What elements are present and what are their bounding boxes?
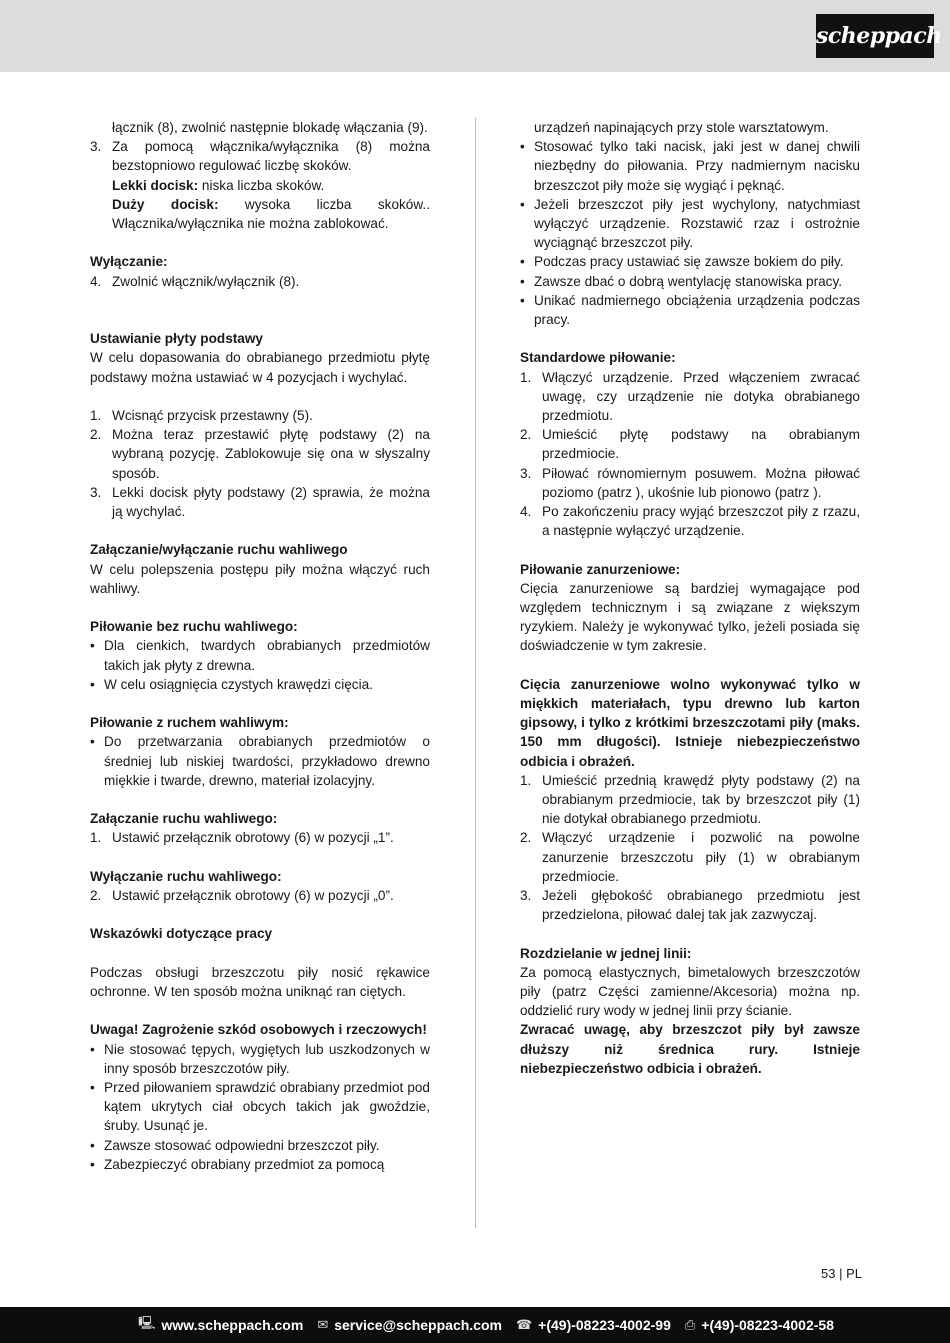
list-item: 3. Za pomocą włącznika/wyłącznika (8) można bezstopniowo regulować liczbę skoków. Lekki docisk: niska liczba skoków. Duży docisk: wysoka liczba skoków.. Włącznika/wyłącznika nie można zablokować.: [90, 139, 430, 232]
scheppach-logo: scheppach: [816, 14, 934, 58]
left-column: [90, 118, 430, 1174]
numbered-list: [520, 368, 860, 541]
bullet-icon: •: [90, 638, 95, 654]
page-number: 53 | PL: [821, 1266, 862, 1281]
list-item: 3. Lekki docisk płyty podstawy (2) sprawia, że można ją wychylać.: [90, 484, 430, 520]
fax-icon: ⎙: [684, 1317, 696, 1332]
bullet-item: • Podczas pracy ustawiać się zawsze bokiem do piły.: [520, 252, 860, 271]
bullet-item: • Do przetwarzania obrabianych przedmiotów o średniej lub niskiej twardości, przykładowo drewno miękkie i twarde, drewno, materiał izolacyjny.: [90, 732, 430, 790]
column-divider: [475, 118, 476, 1228]
paragraph: Podczas obsługi brzeszczotu piły nosić rękawice ochronne. W ten sposób można uniknąć ran ciętych.: [90, 964, 430, 999]
website-link[interactable]: 🖳 www.scheppach.com: [138, 1314, 303, 1336]
list-item: 1. Ustawić przełącznik obrotowy (6) w pozycji „1”.: [90, 830, 394, 846]
bullet-icon: •: [90, 1079, 95, 1095]
section-heading: Wskazówki dotyczące pracy: [90, 926, 273, 942]
list-item: 2. Ustawić przełącznik obrotowy (6) w pozycji „0”.: [90, 888, 394, 903]
bullet-list: [90, 732, 430, 790]
bullet-icon: •: [90, 1041, 95, 1057]
list-item: 1. Umieścić przednią krawędź płyty podstawy (2) na obrabianym przedmiocie, tak by brzeszczot piły (1) nie dotykał obrabianego przedmiotu.: [520, 772, 860, 827]
list-item: 2. Włączyć urządzenie i pozwolić na powolne zanurzenie brzeszczotu piły (1) w obrabianym przedmiocie.: [520, 830, 860, 884]
section-heading: Rozdzielanie w jednej linii:: [520, 945, 692, 961]
section-heading: Wyłączanie:: [90, 254, 168, 270]
list-item: 4. Po zakończeniu pracy wyjąć brzeszczot piły z rzazu, a następnie wyłączyć urządzenie.: [520, 504, 860, 539]
numbered-list: [90, 406, 430, 521]
paragraph: Za pomocą elastycznych, bimetalowych brzeszczotów piły (patrz Części zamienne/Akcesoria) można np. oddzielić rury wody w jednej linii przy ścianie.: [520, 964, 860, 1019]
paragraph: W celu polepszenia postępu piły można włączyć ruch wahliwy.: [90, 561, 430, 596]
list-item: 2. Umieścić płytę podstawy na obrabianym przedmiocie.: [520, 427, 860, 462]
bullet-icon: •: [520, 273, 525, 289]
bullet-icon: •: [90, 734, 95, 750]
continued-text: łącznik (8), zwolnić następnie blokadę włączania (9).: [112, 120, 428, 135]
computer-icon: 🖳: [138, 1315, 156, 1330]
list-item: 1. Włączyć urządzenie. Przed włączeniem zwracać uwagę, czy urządzenie nie dotyka obrabianego przedmiotu.: [520, 369, 860, 424]
list-item: 3. Jeżeli głębokość obrabianego przedmiotu jest przedzielona, piłować dalej tak jak zazwyczaj.: [520, 888, 860, 923]
section-heading: Załączanie ruchu wahliwego:: [90, 811, 278, 827]
bullet-item: • Nie stosować tępych, wygiętych lub uszkodzonych w inny sposób brzeszczotów piły.: [90, 1040, 430, 1078]
page-header-bar: [0, 0, 950, 72]
page-footer: [0, 1307, 950, 1343]
right-column: [520, 118, 860, 1078]
bullet-item: • Stosować tylko taki nacisk, jaki jest w danej chwili niezbędny do piłowania. Przy nadmiernym nacisku brzeszczot piły może się wygiąć i pęknąć.: [520, 137, 860, 195]
bullet-list: [520, 137, 860, 329]
fax-number: ⎙ +(49)-08223-4002-58: [684, 1317, 834, 1333]
bullet-icon: •: [90, 1156, 95, 1172]
section-heading: Piłowanie zanurzeniowe:: [520, 561, 681, 577]
section-heading: Standardowe piłowanie:: [520, 350, 676, 366]
continued-text: urządzeń napinających przy stole warsztatowym.: [534, 120, 829, 135]
list-item: 4. Zwolnić włącznik/wyłącznik (8).: [90, 273, 300, 289]
bullet-icon: •: [520, 196, 525, 212]
section-heading: Wyłączanie ruchu wahliwego:: [90, 868, 282, 884]
paragraph: W celu dopasowania do obrabianego przedmiotu płytę podstawy można ustawiać w 4 pozycjach i wychylać.: [90, 350, 430, 385]
section-heading: Ustawianie płyty podstawy: [90, 331, 263, 347]
email-icon: ✉: [317, 1317, 329, 1332]
bullet-icon: •: [90, 676, 95, 692]
bullet-item: • Zawsze dbać o dobrą wentylację stanowiska pracy.: [520, 272, 860, 291]
section-heading: Załączanie/wyłączanie ruchu wahliwego: [90, 542, 348, 558]
warning-heading: Uwaga! Zagrożenie szkód osobowych i rzeczowych!: [90, 1022, 427, 1038]
warning-paragraph: Zwracać uwagę, aby brzeszczot piły był zawsze dłuższy niż średnica rury. Istnieje niebezpieczeństwo odbicia i obrażeń.: [520, 1022, 860, 1076]
phone-icon: ☎: [515, 1317, 533, 1332]
bullet-list: [90, 636, 430, 694]
bullet-item: • Zawsze stosować odpowiedni brzeszczot piły.: [90, 1136, 430, 1155]
list-item: 2. Można teraz przestawić płytę podstawy (2) na wybraną pozycję. Zablokowuje się ona w słyszalny sposób.: [90, 427, 430, 481]
bullet-item: • W celu osiągnięcia czystych krawędzi cięcia.: [90, 675, 430, 694]
section-heading: Piłowanie bez ruchu wahliwego:: [90, 619, 298, 635]
bullet-item: • Jeżeli brzeszczot piły jest wychylony, natychmiast wyłączyć urządzenie. Rozstawić rzaz i ostrożnie wyciągnąć brzeszczot piły.: [520, 195, 860, 253]
list-item: 3. Piłować równomiernym posuwem. Można piłować poziomo (patrz ), ukośnie lub pionowo (patrz ).: [520, 465, 860, 500]
section-heading: Piłowanie z ruchem wahliwym:: [90, 715, 289, 731]
bullet-icon: •: [90, 1137, 95, 1153]
bullet-icon: •: [520, 254, 525, 270]
bullet-item: • Przed piłowaniem sprawdzić obrabiany przedmiot pod kątem ukrytych ciał obcych takich jak gwoździe, śruby. Usunąć je.: [90, 1078, 430, 1136]
phone-number[interactable]: ☎ +(49)-08223-4002-99: [515, 1317, 671, 1333]
bullet-item: • Zabezpieczyć obrabiany przedmiot za pomocą: [90, 1155, 430, 1174]
numbered-list: [520, 771, 860, 925]
warning-paragraph: Cięcia zanurzeniowe wolno wykonywać tylko w miękkich materiałach, typu drewno lub karton gipsowy, i tylko z krótkimi brzeszczotami piły (maks. 150 mm długości). Istnieje niebezpieczeństwo odbicia i obrażeń.: [520, 676, 860, 769]
bullet-icon: •: [520, 139, 525, 155]
bullet-icon: •: [520, 292, 525, 308]
bullet-item: • Dla cienkich, twardych obrabianych przedmiotów takich jak płyty z drewna.: [90, 636, 430, 674]
email-link[interactable]: ✉ service@scheppach.com: [317, 1317, 502, 1333]
bullet-list: [90, 1040, 430, 1174]
paragraph: Cięcia zanurzeniowe są bardziej wymagające pod względem technicznym i są związane z większym ryzykiem. Należy je wykonywać tylko, jeżeli posiada się doświadczenie w tym zakresie.: [520, 580, 860, 654]
list-item: 1. Wcisnąć przycisk przestawny (5).: [90, 408, 313, 423]
bullet-item: • Unikać nadmiernego obciążenia urządzenia podczas pracy.: [520, 291, 860, 329]
